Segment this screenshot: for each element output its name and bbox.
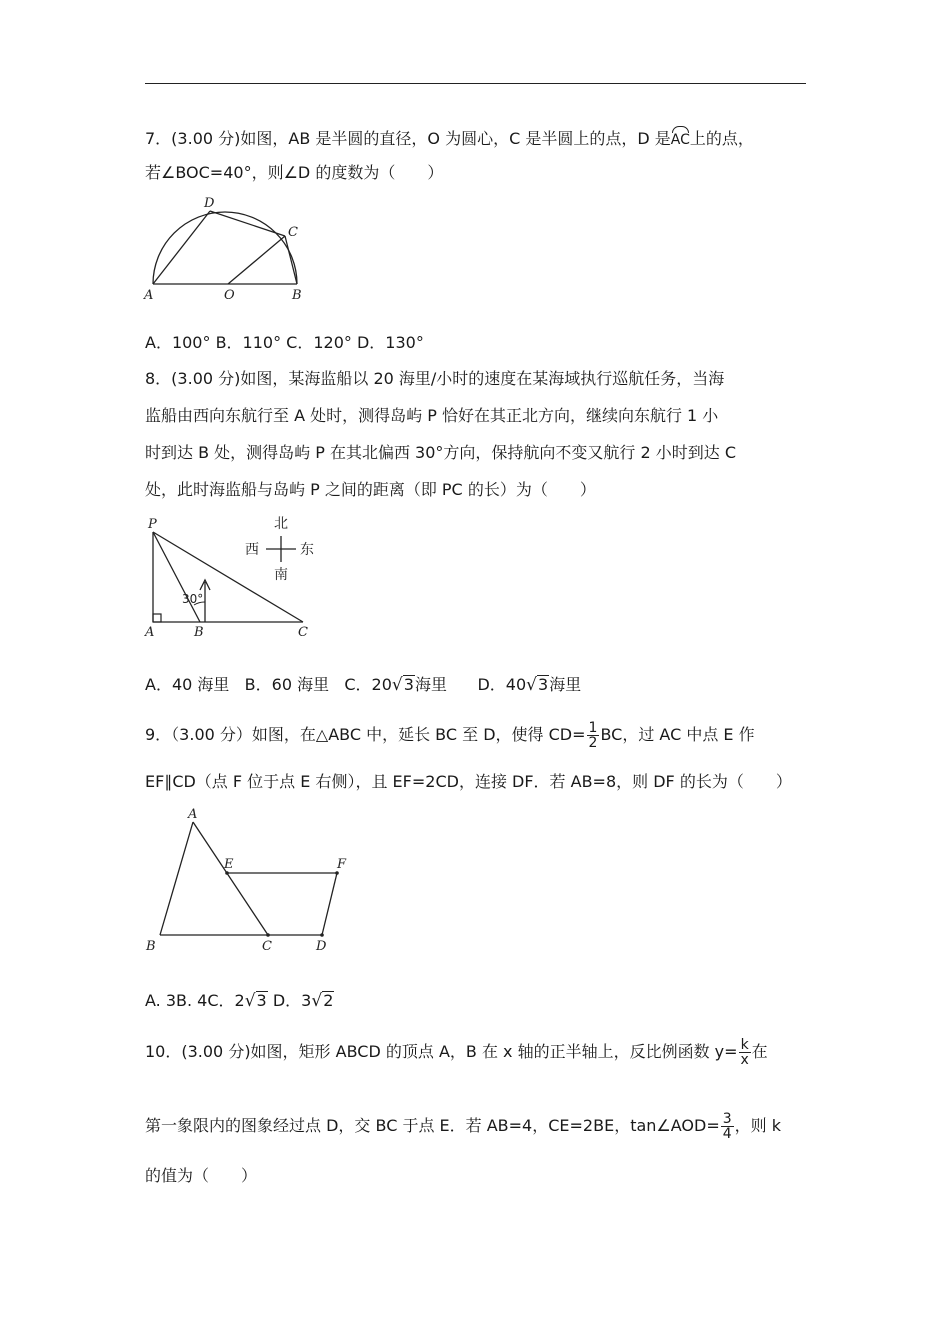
q7-label-b: B <box>292 288 302 303</box>
q8-options <box>145 674 581 696</box>
q9-label-a: A <box>188 807 198 822</box>
compass-east-label: 东 <box>300 542 314 558</box>
q7-chord-ad <box>153 211 210 284</box>
fraction-k-over-x: $\frac{k}{x}$ <box>740 1037 749 1068</box>
q9-segment-df <box>322 873 337 935</box>
q7-stem-line-2: 若∠BOC=40°，则∠D 的度数为（ ） <box>145 163 444 182</box>
fraction-one-half: $\frac{1}{2}$ <box>588 720 598 751</box>
q9-label-d: D <box>316 939 327 954</box>
q9-stem-line-2: EF∥CD（点 F 位于点 E 右侧），且 EF=2CD，连接 DF．若 AB=8，则 DF 的长为（ ） <box>145 772 792 791</box>
q8-stem-line-2: 监船由西向东航行至 A 处时，测得岛屿 P 恰好在其正北方向，继续向东航行 1 小 <box>145 406 719 425</box>
q8-right-angle-mark <box>153 614 161 622</box>
q9-figure <box>140 800 360 960</box>
q8-figure <box>140 510 340 645</box>
q8-label-b: B <box>194 625 204 640</box>
compass-south-label: 南 <box>274 567 288 583</box>
compass-west-label: 西 <box>245 542 259 558</box>
q8-label-p: P <box>148 517 157 532</box>
header-rule <box>145 83 806 84</box>
q9-segment-ac <box>193 822 268 935</box>
q9-point-c <box>266 933 270 937</box>
q9-label-f: F <box>337 857 347 872</box>
fraction-three-quarters: $\frac{3}{4}$ <box>722 1111 732 1142</box>
q8-stem-line-3: 时到达 B 处，测得岛屿 P 在其北偏西 30°方向，保持航向不变又航行 2 小时到达 C <box>145 443 737 462</box>
q8-option-c: C．20√3海里 <box>344 675 447 695</box>
q9-options <box>145 990 334 1012</box>
q7-stem-line-1 <box>145 125 754 151</box>
q9-options-ab: A. 3B. 4C．2 <box>145 991 245 1010</box>
q7-semicircle <box>153 212 297 284</box>
q7-text-b: 上的点， <box>689 129 754 148</box>
q9-text-a: 9．（3.00 分）如图，在△ABC 中，延长 BC 至 D，使得 CD= <box>145 725 586 744</box>
q9-label-b: B <box>146 939 156 954</box>
q10-text-a: 10．(3.00 分)如图，矩形 ABCD 的顶点 A，B 在 x 轴的正半轴上，反比例函数 y= <box>145 1042 738 1061</box>
q7-chord-cb <box>285 236 297 284</box>
q9-segment-ab <box>160 822 193 935</box>
q9-label-c: C <box>262 939 272 954</box>
q8-label-a: A <box>145 625 155 640</box>
q8-option-d: D．40√3海里 <box>477 675 582 695</box>
sqrt-symbol: √3 <box>391 675 414 695</box>
sqrt-symbol: √3 <box>244 991 267 1011</box>
q10-text-b: 在 <box>751 1042 768 1061</box>
sqrt-symbol: √2 <box>311 991 334 1011</box>
q9-text-b: BC，过 AC 中点 E 作 <box>600 725 755 744</box>
q7-figure <box>140 190 315 310</box>
q9-option-d: D．3 <box>272 991 312 1010</box>
q9-stem-line-1 <box>145 720 755 750</box>
q10-text-d: ，则 k <box>734 1116 782 1135</box>
q9-point-d <box>320 933 324 937</box>
q10-text-c: 第一象限内的图象经过点 D，交 BC 于点 E．若 AB=4，CE=2BE，tan∠AOD= <box>145 1116 720 1135</box>
q8-label-angle: 30° <box>182 592 204 606</box>
q7-label-c: C <box>288 225 298 240</box>
q8-label-c: C <box>298 625 308 640</box>
q7-label-a: A <box>144 288 154 303</box>
q9-label-e: E <box>224 857 234 872</box>
arc-ac: AC <box>671 125 690 151</box>
q8-stem-line-1: 8．(3.00 分)如图，某海监船以 20 海里/小时的速度在某海域执行巡航任务，当海 <box>145 369 725 388</box>
sqrt-symbol: √3 <box>526 675 549 695</box>
q7-radius-oc <box>228 236 285 284</box>
q10-stem-line-3: 的值为（ ） <box>145 1166 258 1185</box>
q10-stem-line-1 <box>145 1037 768 1067</box>
q7-label-d: D <box>204 196 215 211</box>
q8-stem-line-4: 处，此时海监船与岛屿 P 之间的距离（即 PC 的长）为（ ） <box>145 480 596 499</box>
q7-label-o: O <box>224 288 235 303</box>
q8-option-a: A．40 海里 <box>145 675 230 694</box>
q10-stem-line-2 <box>145 1111 781 1141</box>
compass-north-label: 北 <box>274 516 288 532</box>
q7-options: A．100° B．110° C．120° D．130° <box>145 333 424 352</box>
q8-option-b: B．60 海里 <box>244 675 330 694</box>
q7-text-a: 7．(3.00 分)如图，AB 是半圆的直径，O 为圆心，C 是半圆上的点，D 是 <box>145 129 671 148</box>
